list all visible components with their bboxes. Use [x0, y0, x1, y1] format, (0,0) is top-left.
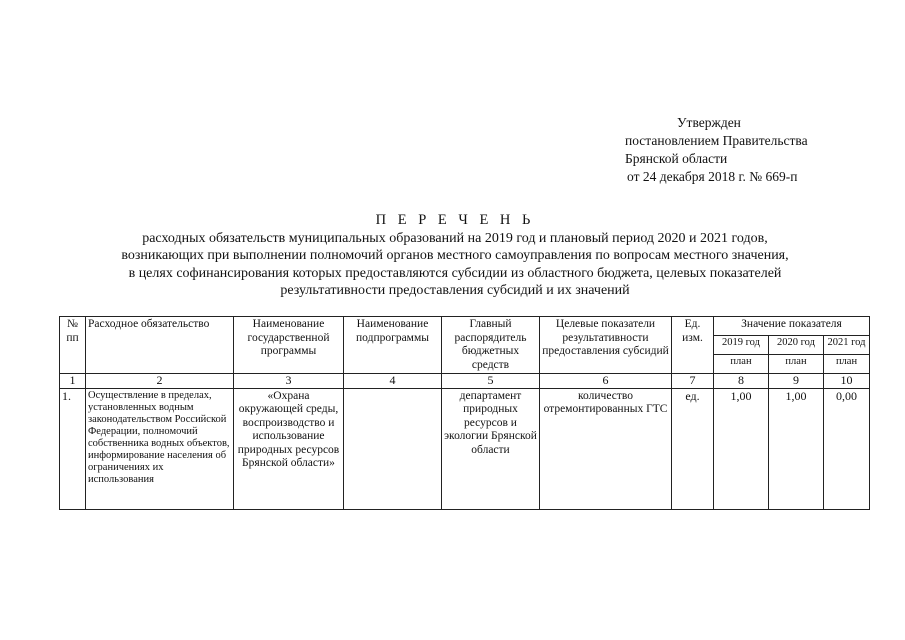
column-number: 8 [714, 374, 769, 389]
header-plan-2020: план [769, 355, 824, 374]
row-value-2019: 1,00 [714, 388, 769, 509]
row-manager: департамент природных ресурсов и экологии Брянской области [442, 388, 540, 509]
column-number: 3 [234, 374, 344, 389]
header-value: Значение показателя [714, 317, 870, 336]
heading-line-2: возникающих при выполнении полномочий органов местного самоуправления по вопросам местного значения, [121, 248, 789, 264]
row-subprogram [344, 388, 442, 509]
header-num: № пп [60, 317, 86, 374]
column-number: 2 [86, 374, 234, 389]
header-plan-2021: план [824, 355, 870, 374]
column-number: 5 [442, 374, 540, 389]
approval-line-date: от 24 декабря 2018 г. № 669-п [627, 169, 798, 184]
column-number: 7 [672, 374, 714, 389]
column-number-row [60, 374, 870, 389]
header-indicators: Целевые показатели результативности предоставления субсидий [540, 317, 672, 374]
header-manager: Главный распорядитель бюджетных средств [442, 317, 540, 374]
row-indicator: количество отремонтированных ГТС [540, 388, 672, 509]
header-year-2019: 2019 год [714, 336, 769, 355]
approval-line-approved: Утвержден [677, 115, 741, 130]
column-number: 1 [60, 374, 86, 389]
row-obligation: Осуществление в пределах, установленных водным законодательством Российской Федерации, полномочий собственника водных объектов, информирование населения об ограничениях их использования [86, 388, 234, 509]
header-subprogram: Наименование подпрограммы [344, 317, 442, 374]
heading-line-1: расходных обязательств муниципальных образований на 2019 год и плановый период 2020 и 2021 годов, [142, 230, 768, 246]
header-unit: Ед. изм. [672, 317, 714, 374]
column-number: 6 [540, 374, 672, 389]
header-program: Наименование государственной программы [234, 317, 344, 374]
header-year-2021: 2021 год [824, 336, 870, 355]
row-program: «Охрана окружающей среды, воспроизводство и использование природных ресурсов Брянской области» [234, 388, 344, 509]
row-value-2020: 1,00 [769, 388, 824, 509]
row-unit: ед. [672, 388, 714, 509]
table-header-row [60, 317, 870, 336]
heading-line-3: в целях софинансирования которых предоставляются субсидии из областного бюджета, целевых показателей [128, 265, 782, 281]
approval-stamp [625, 114, 808, 186]
obligations-table [59, 316, 870, 510]
document-title: П Е Р Е Ч Е Н Ь [375, 212, 535, 228]
table-row [60, 388, 870, 509]
column-number: 10 [824, 374, 870, 389]
header-year-2020: 2020 год [769, 336, 824, 355]
heading-line-4: результативности предоставления субсидий и их значений [280, 283, 630, 299]
document-heading [80, 212, 830, 300]
row-value-2021: 0,00 [824, 388, 870, 509]
approval-line-region: Брянской области [625, 151, 728, 166]
column-number: 4 [344, 374, 442, 389]
row-num: 1. [60, 388, 86, 509]
header-obligation: Расходное обязательство [86, 317, 234, 374]
column-number: 9 [769, 374, 824, 389]
approval-line-resolution: постановлением Правительства [625, 133, 808, 148]
header-plan-2019: план [714, 355, 769, 374]
